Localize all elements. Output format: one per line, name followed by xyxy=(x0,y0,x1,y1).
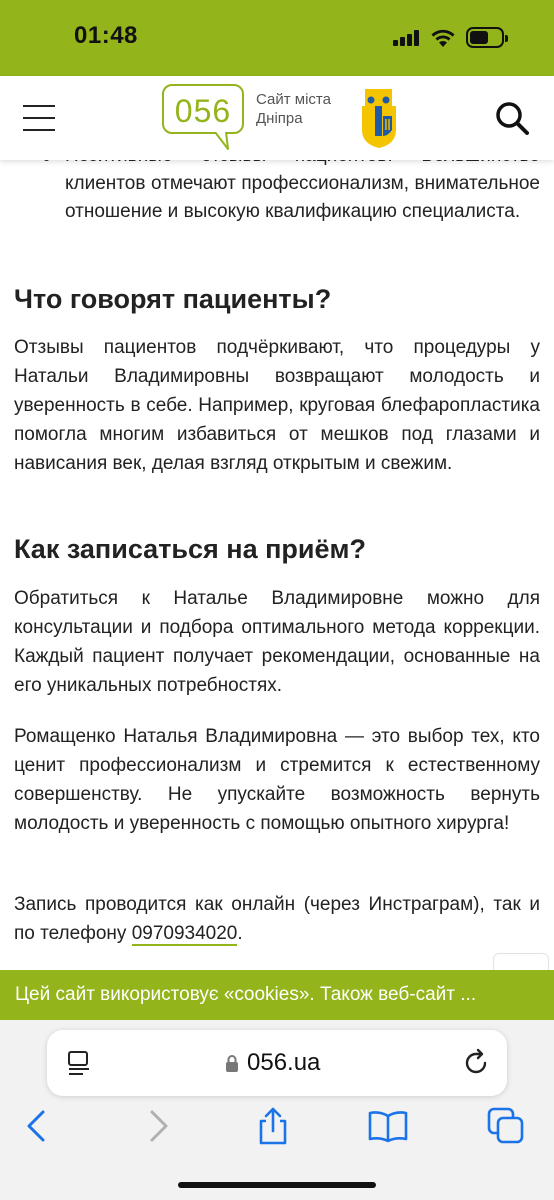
lock-icon xyxy=(225,1054,239,1072)
logo-caption-line1: Сайт міста xyxy=(256,91,331,108)
logo-caption xyxy=(256,90,331,128)
cellular-signal-icon xyxy=(393,30,421,46)
search-icon[interactable] xyxy=(494,100,530,136)
phone-link[interactable]: 0970934020 xyxy=(131,923,238,944)
site-logo[interactable] xyxy=(162,84,244,134)
cookie-banner[interactable] xyxy=(0,970,554,1020)
paragraph-summary: Ромащенко Наталья Владимировна — это выбор тех, кто ценит профессионализм и стремится к естественному совершенству. Не упускайте возможность вернуть молодость и уверенность с помощью опытного хирурга! xyxy=(14,726,540,834)
booking-text-end: . xyxy=(237,923,243,944)
address-bar[interactable] xyxy=(47,1030,507,1096)
tabs-icon[interactable] xyxy=(486,1106,526,1146)
bookmarks-icon[interactable] xyxy=(368,1106,408,1146)
dnipro-coat-of-arms-icon xyxy=(358,86,400,150)
logo-number: 056 xyxy=(174,93,232,129)
home-indicator xyxy=(178,1182,376,1188)
paragraph-reviews: Отзывы пациентов подчёркивают, что процедуры у Натальи Владимировны возвращают молодость и уверенность в себе. Например, круговая блефаропластика помогла многим избавиться от мешков под глазами и нависания век, делая взгляд открытым и свежим. xyxy=(14,337,540,474)
logo-speech-tail-icon xyxy=(214,132,230,150)
page-format-icon[interactable] xyxy=(65,1049,93,1077)
browser-toolbar xyxy=(0,1020,554,1200)
forward-icon[interactable] xyxy=(138,1106,178,1146)
article-content xyxy=(0,140,554,970)
wifi-icon xyxy=(430,28,456,48)
reload-icon[interactable] xyxy=(461,1048,491,1078)
url-text: 056.ua xyxy=(247,1049,321,1076)
battery-icon xyxy=(466,27,504,48)
bullet-patient-feedback: клиентов отмечают профессионализм, внимательное отношение и высокую квалификацию специалиста. xyxy=(65,173,540,222)
status-bar xyxy=(0,0,554,76)
paragraph-consultation: Обратиться к Наталье Владимировне можно для консультации и подбора оптимального метода коррекции. Каждый пациент получает рекомендации, основанные на его уникальных потребностях. xyxy=(14,588,540,696)
status-time: 01:48 xyxy=(74,22,138,49)
heading-patient-reviews: Что говорят пациенты? xyxy=(14,284,332,314)
back-icon[interactable] xyxy=(17,1106,57,1146)
paragraph-booking xyxy=(14,890,540,948)
heading-how-to-book: Как записаться на приём? xyxy=(14,534,366,564)
menu-icon[interactable] xyxy=(23,105,55,131)
cookie-banner-text: Цей сайт використовує «cookies». Також веб-сайт ... xyxy=(15,984,477,1005)
logo-caption-line2: Дніпра xyxy=(256,110,303,127)
share-icon[interactable] xyxy=(253,1106,293,1146)
booking-text: Запись проводится как онлайн (через Инстраграм), так и по телефону xyxy=(14,894,540,944)
site-header xyxy=(0,76,554,160)
